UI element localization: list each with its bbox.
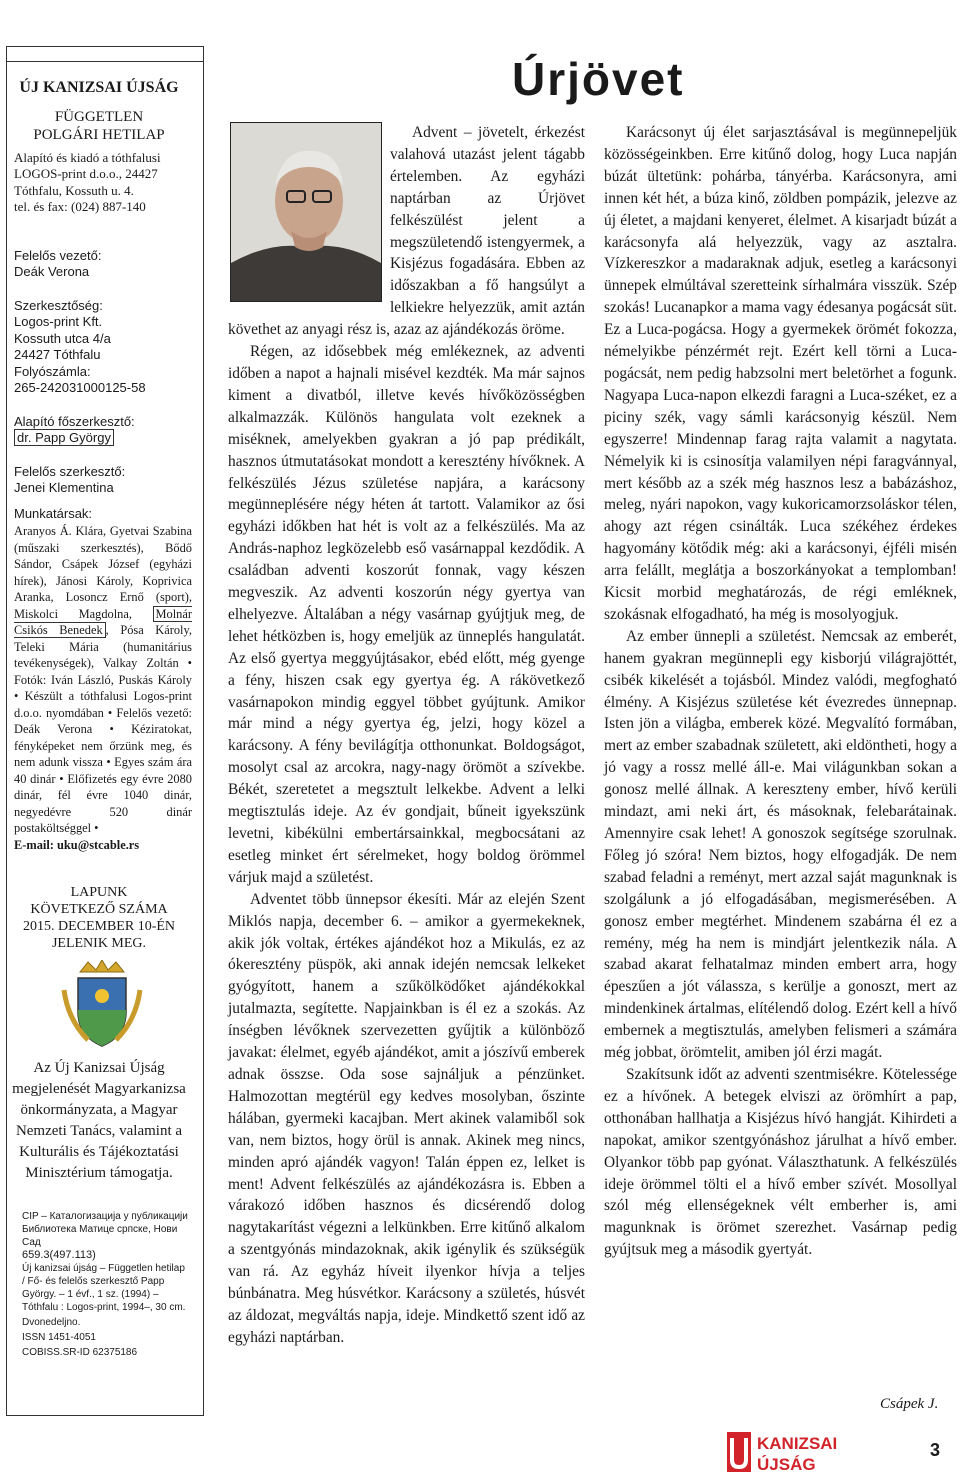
article-paragraph: Szakítsunk időt az adventi szentmisékre. Kötelessége ez a hívőnek. A betegek elviszi az örömhírt a pap, otthonában hallhatja a Kisjézus hívó hangját. Kihirdeti a napokat, amikor szentgyónáshoz járulhat a hívő ember. Olyankor több pap gyónat. Választhatunk. A felkészülés ideje örömmel tölti el a hívő ember szívét. Mosollyal szól még ellenségeknek vélt emberher is, ami magunknak is örömet szerezhet. Vasárnap pedig gyújtsuk meg a második gyertyát. xyxy=(604,1065,957,1259)
office-name: Logos-print Kft. xyxy=(14,314,103,330)
article-paragraph: Régen, az idősebbek még emlékeznek, az adventi időben a napot a hajnali misével kezdték. Ma már sajnos kiment a divatból, illetve kevés hívőközösségben alkalmazzák. Különös hangulata volt ezeknek a miséknek, amelyekben gyakran a jó pap prédikált, hasznos útmutatásokat mondott a keresztény hívőknek. A felkészülés Jézus születése napjára, a karácsony megünneplésére négy héten át tartott. Valamikor az ősi egyházi időkben hat hét is volt az a felkészülés. Ma az András-naphoz legközelebb eső vasárnappal kezdődik. A családban adventi koszorút fonnak, vagy készen megveszik. Az adventi koszorún négy gyertya van elhelyezve. Általában a négy vasárnap gyújtjuk meg, de lehet hétközben is, hogy emeljük az ünneplés hangulatát. Az első gyertya meggyújtásakor, ebéd előtt, még gyenge a fény, hiszen csak egy gyertya ég. A rákövetkező vasárnapokon mindig eggyel többet gyújtunk. Amikor már mind a négy gyertya ég, jelzi, hogy közel a karácsony. A fény bevilágítja otthonunkat. Boldogságot, mosolyt csal az arcokra, nagy-nagy örömöt a szívekbe. Békét, szeretetet a megsztult lelkekbe. Advent a lelki megtisztulás ideje. Az év gondjait, bűneit igyekszünk levetni, kibékülni embertársainkkal, megbocsátani az esetleg minket ért sérelmeket, hogy boldog örömmel várjuk majd a születést. xyxy=(228,343,585,886)
next-issue-line-1: LAPUNK xyxy=(70,885,128,900)
next-issue-line-2: KÖVETKEZŐ SZÁMA xyxy=(30,902,168,917)
article-title: Úrjövet xyxy=(512,53,685,105)
next-issue-line-4: JELENIK MEG. xyxy=(51,936,147,951)
article-paragraph: Advent – jövetelt, érkezést valahová utazást jelent tágabb értelemben. Az egyházi naptárban az Úrjövet felkészülést jelent a megszületendő istengyermek, a Kisjézus fogadására. Ebben az időszakban a fő hangsúlyt a lelkiekre helyezzük, amit aztán követhet az anyagi rész is, azaz az ajándékozás öröme. xyxy=(228,124,585,339)
email-text: E-mail: uku@stcable.rs xyxy=(14,837,140,852)
cip-record xyxy=(22,1210,190,1359)
article-column-2 xyxy=(604,122,957,1261)
cip-line: CIP – Каталогизација у публикацији Библиотека Матице српске, Нови Сад xyxy=(22,1211,188,1248)
support-statement: Az Új Kanizsai Újság megjelenését Magyarkanizsa önkormányzata, a Magyar Nemzeti Tanács, valamint a Kulturális és Tájékoztatási Minisztérium támogatja. xyxy=(12,1060,186,1181)
director-label: Felelős vezető: xyxy=(14,248,102,263)
page-number: 3 xyxy=(930,1440,941,1460)
staff-label: Munkatársak: xyxy=(14,506,93,521)
editor-label: Felelős szerkesztő: xyxy=(14,464,126,479)
founder-text: Alapító és kiadó a tóthfalusi LOGOS-print d.o.o., 24427 Tóthfalu, Kossuth u. 4. xyxy=(14,150,161,198)
paper-logo xyxy=(727,1430,867,1479)
cip-line: 659.3(497.113) xyxy=(22,1249,96,1261)
office-label: Szerkesztőség: xyxy=(14,298,103,313)
subtitle-line-1: FÜGGETLEN xyxy=(54,109,144,125)
next-issue-line-3: 2015. DECEMBER 10-ÉN xyxy=(22,919,176,934)
phone-text: tel. és fax: (024) 887-140 xyxy=(14,199,146,215)
staff-text-b: Pósa Károly, Teleki Mária (humanitárius tevékenységek), Valkay Zoltán • Fotók: Iván László, Puskás Károly • Készült a tóthfalusi Logos-print d.o.o. nyomdában • Felelős vezető: Deák Verona • Kéziratokat, fényképeket nem őrzünk meg, és nem adunk vissza • Egyes szám ára 40 dinár • Előfizetés egy évre 2080 dinár, fél évre 1040 dinár, negyedévre 520 dinár postaköltséggel • xyxy=(14,623,192,835)
author-signature: Csápek J. xyxy=(880,1396,939,1412)
logo-text-top: KANIZSAI xyxy=(757,1434,838,1453)
article-paragraph: Az ember ünnepli a születést. Nemcsak az emberét, hanem gyakran megünnepli egy kisborjú világrajöttét, csibék kikelését a tojásból. Mindez valódi, megfogható élmény. A Kisjézus születése két évezredes ünnepnap. Isten jön a világba, emberek közé. Megvalító formában, mert az ember szabadnak született, aki eldöntheti, hogy a jó vagy a rossz mellé áll-e. Mai világunkban sokan a gonosz mellé állnak. A kereszteny ember, hívő kerüli mindazt, ami neki árt, és másoknak, felebarátainak. Amennyire csak lehet! A gonoszok segítsége szorulnak. Főleg jó szóra! Nem biztos, hogy elfogadják. De nem szabad feladni a reményt, mert azzal saját magunknak is szolgálunk a jó elfogadásában, megismerésében. A gonosz ember megtérhet. Mindenem szabárna él ez a remény, még ha nem is mindjárt jelentkezik nála. A szabad akarat felhatalmaz minden embert arra, hogy épeszűen a jót válassza, s kerülje a gonoszt, mert az mindenkinek ártalmas, elítélendő dolog. Ezért kell a hívő embernek a megtisztulás, amelyben felismeri a számára még jobbat, örömtelit, amiben jól érzi magát. xyxy=(604,627,957,1062)
editor-block xyxy=(14,464,192,497)
cip-line: COBISS.SR-ID 62375186 xyxy=(22,1347,138,1358)
staff-list: Aranyos Á. Klára, Gyetvai Szabina (műszaki szerkesztés), Bődő Sándor, Csápek József (egyházi hírek), Jánosi Károly, Koprivica Aranka, Losoncz Ernő (sport), Miskolci Magdolna, Molnár Csikós Benedek , Pósa Károly, Teleki Mária (humanitárius tevékenységek), Valkay Zoltán • Fotók: Iván László, Puskás Károly • Készült a tóthfalusi Logos-print d.o.o. nyomdában • Felelős vezető: Deák Verona • Kéziratokat, fényképeket nem őrzünk meg, és nem adunk vissza • Egyes szám ára 40 dinár • Előfizetés egy évre 2080 dinár, fél évre 1040 dinár, negyedévre 520 dinár postaköltséggel • E-mail: uku@stcable.rs xyxy=(14,524,192,852)
article-paragraph: Adventet több ünnepsor ékesíti. Már az elején Szent Miklós napja, december 6. – amikor a gyermekeknek, akik jók voltak, értékes ajándékot hoz a Mikulás, ez az ókeresztény püspök, aki annak idején nemcsak lelkeket gyógyított, hanem a szűkölködőket ajándékokkal jutalmazta, segítette. Napjainkban is él ez a szokás. Az ínségben lévőknek szervezetten gyűjtik a különböző javakat: élelmet, egyéb ajándékot, amit a jószívű emberek adnak összse. Oda sose sajnáljuk a pénzünket. Halmozottan megtérül egy kedves mosolyban, őszinte hálában, gyermeki kacajban. Mert akinek valamiből sok van, nem biztos, hogy örül is annak. Akinek meg nincs, minden apró ajándék vagyon! Talán éppen ez, lelket is ment! Advent felkészülés az ajándékozásra is. Ebben a várakozó időben hasznos és dicsérendő dolog nagytakarítást végezni a lelkünkben. Erre kitűnő alkalom a szentgyónás mindazoknak, akik igénylik és szükségük van rá. Az egyház híveit ilyenkor hívja a teljes búnbánatra. Meg húsvétkor. Karácsony a születés, húsvét az áldozat, megváltás napja, ideje. Mindkettő szent idő az egyházi naptárban. xyxy=(228,890,585,1346)
office-address-2: 24427 Tóthfalu xyxy=(14,347,101,363)
founder-info xyxy=(14,150,192,216)
article-paragraph: Karácsonyt új élet sarjasztásával is megünnepeljük közösségeinkben. Erre kitűnő dolog, hogy Luca napján búzát ültetünk: pohárba, tányérba. Karácsonyra, ami innen két hét, a búza kinő, zöldben pompázik, jelezve az új életet, a majdani kenyeret, élelmet. A kisarjadt búzát a karácsonyfa alá helyezzük, vagy az asztalra. Vízkereszkor a madaraknak adjuk, esetleg a karácsonyi ünnepek elmúltával szeretteink sírhalmára visszük. Szép szokás! Lucanapkor a mama vagy édesanya pogácsát süt. Ez a Luca-pogácsa. Hogy a gyermekek örömét fokozza, némelyikbe pénzérmét rejt. Ezért kell törni a Luca-pogácsát, nem pedig habzsolni mert beletörhet a fogunk. Nagyapa Luca-napon elkezdi faragni a Luca-széket, ez a piciny szék, vagy sámli karácsonyig készül. Nem egyszerre! Mindennap farag rajta valamit a nagytata. Némelyik ki is csinosítja valamilyen népi faragvánnyal, mert később az a szék még hasznos lesz a babázáshoz, meleg, nyári napokon, vagy kukoricamorzsoláskor télen, ahogy azt régen csinálták. Luca székéhez érdekes hagyomány kötődik még: aki a karácsonyi, éjféli misén arra felállt, meglátja a boszorkányokat a templomban! Kicsit morbid meghatározás, de régi emléknek, szokásnak elfogadható, ha még is mosolyogjuk. xyxy=(604,124,957,623)
account-label: Folyószámla: xyxy=(14,363,91,379)
account-number: 265-242031000125-58 xyxy=(14,380,146,396)
office-address-1: Kossuth utca 4/a xyxy=(14,330,111,346)
staff-boxed-name: Molnár Csikós Benedek xyxy=(14,606,192,637)
paper-name: ÚJ KANIZSAI ÚJSÁG xyxy=(19,79,179,96)
director-name: Deák Verona xyxy=(14,264,90,280)
cip-line: ISSN 1451-4051 xyxy=(22,1332,96,1343)
chief-label: Alapító főszerkesztő: xyxy=(14,414,135,429)
chief-name: dr. Papp György xyxy=(14,429,114,446)
office-block xyxy=(14,298,192,396)
coat-of-arms-icon xyxy=(58,960,146,1050)
staff-text-a: Aranyos Á. Klára, Gyetvai Szabina (műszaki szerkesztés), Bődő Sándor, Csápek József (egyházi hírek), Jánosi Károly, Koprivica Aranka, Losoncz Ernő (sport), Miskolci Magdolna, xyxy=(14,524,192,621)
cip-line: Új kanizsai újság – Független hetilap / Fő- és felelős szerkesztő Papp György. – 1 évf., 1 sz. (1994) – Tóthfalu : Logos-print, 1994–, 30 cm. xyxy=(22,1263,186,1313)
logo-text-bottom: ÚJSÁG xyxy=(757,1455,816,1474)
subtitle-line-2: POLGÁRI HETILAP xyxy=(33,127,165,143)
cip-line: Dvonedeljno. xyxy=(22,1317,81,1328)
director-block xyxy=(14,248,192,281)
masthead-subtitle xyxy=(6,108,192,144)
article-column-1 xyxy=(228,122,585,1349)
editor-name: Jenei Klementina xyxy=(14,480,114,496)
chief-block xyxy=(14,414,192,447)
uku-logo-icon xyxy=(727,1430,867,1474)
next-issue-notice xyxy=(6,884,192,952)
